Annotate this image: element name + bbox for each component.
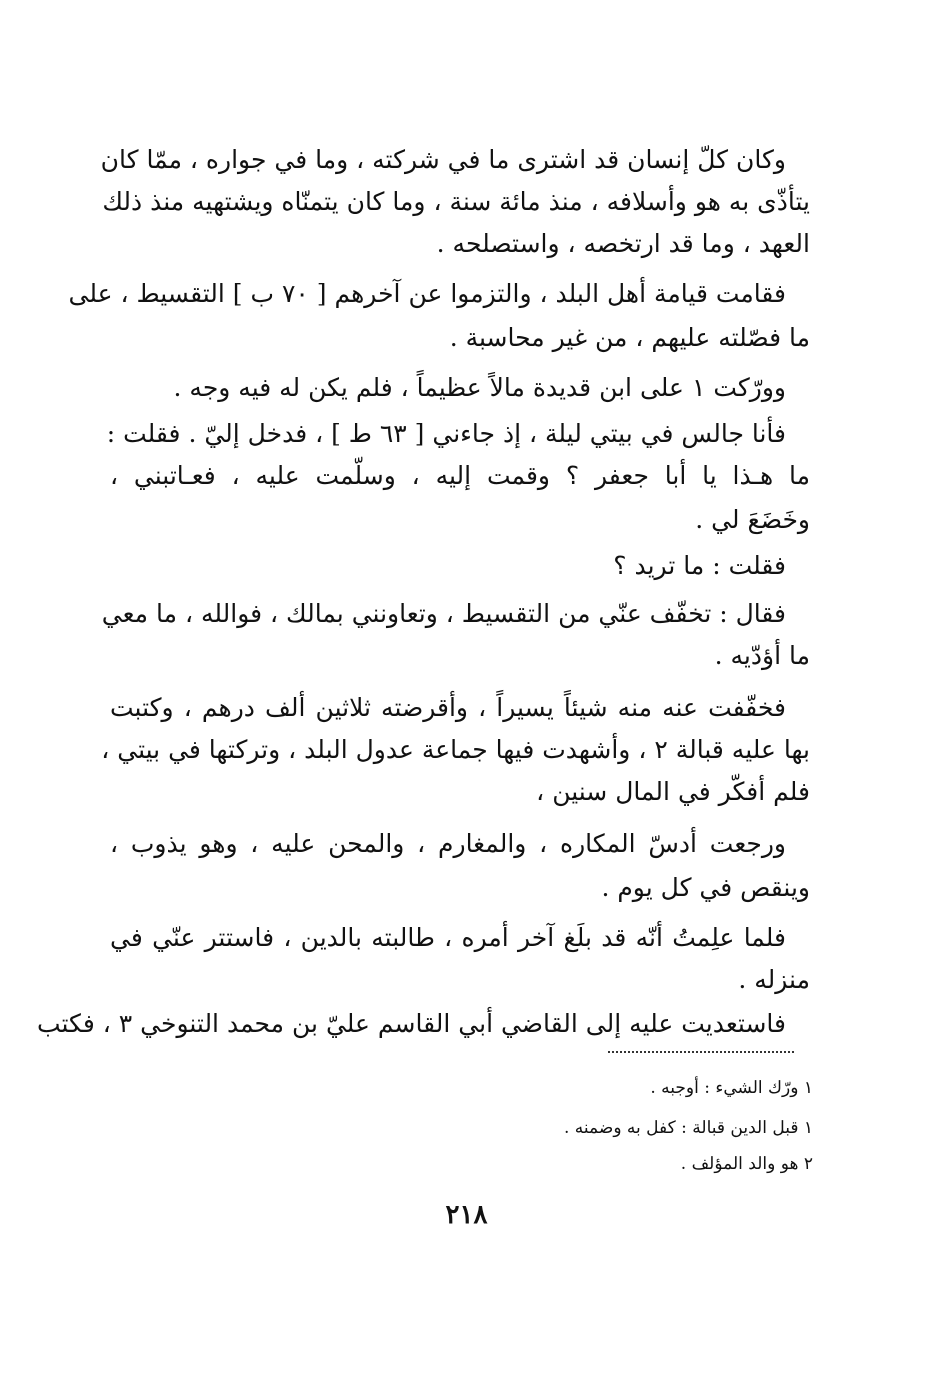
body-line: وكان كلّ إنسان قد اشترى ما في شركته ، وما في جواره ، ممّا كان [100, 145, 786, 174]
body-line: وخَضَعَ لي . [695, 505, 810, 534]
body-line: فقال : تخفّف عنّي من التقسيط ، وتعاونني بمالك ، فوالله ، ما معي [101, 599, 786, 628]
body-line: ما هـذا يا أبا جعفر ؟ وقمت إليه ، وسلّمت عليه ، فعـاتبني ، [110, 461, 810, 490]
body-line: وورّكت ١ على ابن قديدة مالاً عظيماً ، فلم يكن له فيه وجه . [173, 373, 786, 402]
body-line: ورجعت أدسّ المكاره ، والمغارم ، والمحن عليه ، وهو يذوب ، [110, 829, 786, 858]
body-line: فخفّفت عنه منه شيئاً يسيراً ، وأقرضته ثلاثين ألف درهم ، وكتبت [110, 693, 786, 722]
body-line: ما أؤدّيه . [714, 641, 810, 670]
body-line: العهد ، وما قد ارتخصه ، واستصلحه . [436, 229, 810, 258]
body-line: منزله . [738, 965, 810, 994]
body-line: فقلت : ما تريد ؟ [613, 551, 786, 580]
body-line: يتأذّى به هو وأسلافه ، منذ مائة سنة ، وما كان يتمنّاه ويشتهيه منذ ذلك [102, 187, 810, 216]
footnote-divider [608, 1051, 794, 1053]
body-line: فأنا جالس في بيتي ليلة ، إذ جاءني [ ٦٣ ط ] ، فدخل إليّ . فقلت : [106, 419, 786, 448]
body-line: بها عليه قبالة ٢ ، وأشهدت فيها جماعة عدول البلد ، وتركتها في بيتي ، [101, 735, 810, 764]
page-number: ٢١٨ [445, 1200, 488, 1230]
body-line: ما فصّلته عليهم ، من غير محاسبة . [449, 323, 810, 352]
footnote: ٢ هو والد المؤلف . [680, 1154, 813, 1174]
body-line: فاستعديت عليه إلى القاضي أبي القاسم عليّ بن محمد التنوخي ٣ ، فكتب [36, 1009, 786, 1038]
body-line: وينقص في كل يوم . [601, 873, 810, 902]
footnote: ١ قبل الدين قبالة : كفل به وضمنه . [564, 1118, 813, 1138]
body-line: فقامت قيامة أهل البلد ، والتزموا عن آخرهم [ ٧٠ ب ] التقسيط ، على [68, 279, 786, 308]
body-line: فلما علِمتُ أنّه قد بلَغ آخر أمره ، طالبته بالدين ، فاستتر عنّي في [110, 923, 786, 952]
footnote: ١ ورّك الشيء : أوجبه . [650, 1078, 813, 1098]
body-line: فلم أفكّر في المال سنين ، [536, 777, 810, 806]
